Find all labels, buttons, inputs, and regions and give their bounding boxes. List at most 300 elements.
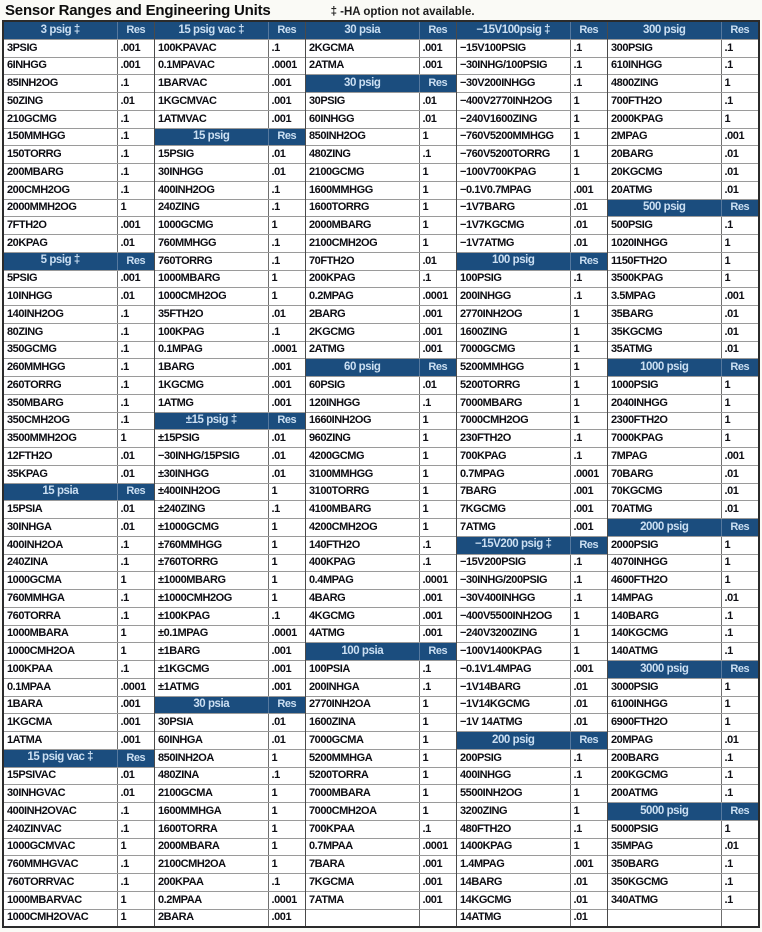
res-cell [721, 910, 759, 927]
res-cell: 1 [721, 111, 759, 128]
table-row [4, 324, 154, 342]
res-cell: .001 [117, 217, 155, 234]
range-cell: 240ZING [158, 201, 200, 214]
table-row [608, 342, 758, 360]
range-cell: 700KPAA [309, 822, 355, 835]
range-cell: 2000MBARA [158, 840, 220, 853]
range-cell: 7000GCMG [460, 343, 516, 356]
range-cell: ±760MMHGG [158, 538, 222, 551]
range-cell: 6100INHGG [611, 698, 668, 711]
range-cell: 2BARA [158, 911, 194, 924]
table-row [457, 484, 607, 502]
range-cell: −760V5200TORRG [460, 148, 550, 161]
range-cell: 2ATMA [309, 59, 344, 72]
table-row [457, 768, 607, 786]
table-row [306, 750, 456, 768]
res-cell: .1 [721, 608, 759, 625]
section-header-label: 15 psig vac ‡ [27, 751, 94, 764]
table-row [4, 271, 154, 289]
section-header-label: 300 psig [643, 23, 686, 36]
section-header-label: 15 psig vac ‡ [178, 23, 245, 36]
section-header-label: 1000 psig [640, 360, 689, 373]
range-cell: 1KGCMG [158, 378, 204, 391]
res-cell: .001 [570, 501, 608, 518]
range-cell: 80ZING [7, 325, 43, 338]
range-cell: 3.5MPAG [611, 290, 656, 303]
res-cell: .1 [570, 430, 608, 447]
table-row [608, 856, 758, 874]
table-row [608, 697, 758, 715]
range-cell: 5500INH2OG [460, 787, 523, 800]
res-cell: 1 [117, 910, 155, 927]
range-cell: 1ATMG [158, 396, 194, 409]
range-cell: −30V200INHGG [460, 77, 536, 90]
table-row [155, 785, 305, 803]
table-row [155, 395, 305, 413]
table-row [608, 714, 758, 732]
range-cell: 760TORRVAC [7, 875, 75, 888]
range-cell: ±400INH2OG [158, 485, 221, 498]
range-cell: 140FTH2O [309, 538, 360, 551]
table-row [4, 572, 154, 590]
table-row [4, 146, 154, 164]
table-row [306, 253, 456, 271]
column-group-2 [155, 22, 306, 926]
res-cell: 1 [117, 572, 155, 589]
range-cell: 760TORRG [158, 254, 213, 267]
table-row [155, 430, 305, 448]
range-cell: 30PSIA [158, 716, 194, 729]
table-row [155, 892, 305, 910]
sensor-table [2, 20, 760, 928]
range-cell: 2BARG [309, 307, 346, 320]
res-cell: 1 [117, 626, 155, 643]
table-row [457, 608, 607, 626]
range-cell: 1BARVAC [158, 77, 208, 90]
res-cell: .1 [268, 235, 306, 252]
range-cell: 100PSIA [309, 662, 350, 675]
range-cell: 2100CMH2OG [309, 236, 378, 249]
res-header-label: Res [570, 537, 608, 554]
column-group-1 [4, 22, 155, 926]
range-cell: ±240ZING [158, 503, 206, 516]
res-cell: .0001 [268, 342, 306, 359]
section-header-label: 100 psig [492, 254, 535, 267]
range-cell: −1V14BARG [460, 680, 521, 693]
res-cell: .001 [419, 58, 457, 75]
res-cell: 1 [419, 466, 457, 483]
table-row [608, 643, 758, 661]
table-row [608, 395, 758, 413]
section-header-row [4, 22, 154, 40]
res-cell: .01 [117, 448, 155, 465]
table-row [155, 200, 305, 218]
range-cell: −1V7BARG [460, 201, 515, 214]
range-cell: 50ZING [7, 94, 43, 107]
range-cell: 0.2MPAG [309, 290, 354, 303]
table-row [306, 626, 456, 644]
range-cell: 1KGCMVAC [158, 94, 217, 107]
range-cell: 340ATMG [611, 893, 658, 906]
table-row [608, 785, 758, 803]
res-cell: .1 [117, 395, 155, 412]
table-row [457, 590, 607, 608]
table-row [155, 93, 305, 111]
res-cell: .01 [570, 910, 608, 927]
range-cell: 400KPAG [309, 556, 356, 569]
res-cell: .01 [117, 785, 155, 802]
res-cell: .1 [721, 93, 759, 110]
res-cell: .1 [117, 590, 155, 607]
res-cell: .0001 [117, 679, 155, 696]
res-cell: .1 [268, 40, 306, 57]
res-header-label: Res [419, 643, 457, 660]
range-cell: 200KPAG [309, 272, 356, 285]
table-row [155, 253, 305, 271]
range-cell: 260MMHGG [7, 361, 66, 374]
res-cell: .1 [721, 217, 759, 234]
res-cell: .001 [419, 40, 457, 57]
range-cell: −0.1V0.7MPAG [460, 183, 532, 196]
section-header-row [155, 413, 305, 431]
res-cell: 1 [268, 839, 306, 856]
table-row [4, 217, 154, 235]
res-cell: 1 [570, 626, 608, 643]
res-cell: .001 [117, 714, 155, 731]
range-cell: ±1000CMH2OG [158, 591, 232, 604]
res-cell: .1 [268, 324, 306, 341]
res-header-label: Res [419, 75, 457, 92]
table-row [155, 626, 305, 644]
table-row [4, 395, 154, 413]
table-row [155, 910, 305, 927]
table-row [457, 892, 607, 910]
res-cell: 1 [268, 750, 306, 767]
section-header-row [306, 75, 456, 93]
res-cell: .1 [268, 200, 306, 217]
table-row [457, 413, 607, 431]
res-cell: 1 [570, 164, 608, 181]
res-cell: 1 [721, 697, 759, 714]
res-cell: .01 [419, 111, 457, 128]
table-row [4, 200, 154, 218]
table-row [4, 697, 154, 715]
res-header-label: Res [268, 697, 306, 714]
res-cell: .1 [117, 146, 155, 163]
table-row [4, 182, 154, 200]
table-row [155, 732, 305, 750]
range-cell: 1660INH2OG [309, 414, 372, 427]
range-cell: 3200ZING [460, 804, 508, 817]
table-row [306, 856, 456, 874]
res-cell: .001 [117, 271, 155, 288]
table-row [4, 608, 154, 626]
range-cell: 70KGCMG [611, 485, 663, 498]
table-row [155, 359, 305, 377]
res-cell: 1 [570, 608, 608, 625]
range-cell: 2100GCMA [158, 787, 213, 800]
res-cell: .01 [268, 466, 306, 483]
res-cell: .01 [268, 732, 306, 749]
table-row [608, 679, 758, 697]
res-cell: .001 [268, 111, 306, 128]
range-cell: ±1BARG [158, 645, 200, 658]
res-header-label: Res [721, 22, 759, 39]
section-header-label: 5 psig ‡ [40, 254, 80, 267]
table-row [155, 217, 305, 235]
range-cell: 60INHGG [309, 112, 355, 125]
range-cell: 200KPAA [158, 875, 204, 888]
table-row [608, 235, 758, 253]
res-cell: .0001 [419, 572, 457, 589]
section-header-row [608, 519, 758, 537]
table-row [155, 750, 305, 768]
column-group-5 [608, 22, 758, 926]
column-group-3 [306, 22, 457, 926]
res-cell: .01 [721, 146, 759, 163]
table-row [4, 448, 154, 466]
range-cell: 0.2MPAA [158, 893, 202, 906]
res-cell: .001 [721, 129, 759, 146]
range-cell: 20KPAG [7, 236, 48, 249]
range-cell: 0.1MPAVAC [158, 59, 215, 72]
range-cell: 350CMH2OG [7, 414, 70, 427]
table-row [306, 572, 456, 590]
range-cell: 400INH2OVAC [7, 804, 77, 817]
res-cell: .01 [721, 484, 759, 501]
table-row [608, 129, 758, 147]
table-row [457, 430, 607, 448]
res-cell: .1 [268, 253, 306, 270]
table-row [4, 679, 154, 697]
res-cell: .001 [419, 342, 457, 359]
range-cell: 100KPAA [7, 662, 53, 675]
res-cell: 1 [117, 839, 155, 856]
table-row [457, 750, 607, 768]
table-row [4, 359, 154, 377]
table-row [4, 288, 154, 306]
table-row [306, 448, 456, 466]
range-cell: 4ATMG [309, 627, 345, 640]
range-cell: −15V200PSIG [460, 556, 526, 569]
range-cell [608, 910, 721, 927]
range-cell: 1000GCMG [158, 219, 214, 232]
table-row [155, 501, 305, 519]
section-header-label: 30 psia [344, 23, 381, 36]
range-cell: 30INHGA [7, 520, 52, 533]
res-cell: .1 [570, 271, 608, 288]
table-row [306, 803, 456, 821]
res-cell: 1 [570, 803, 608, 820]
range-cell: 1600ZINA [309, 716, 356, 729]
range-cell: 0.4MPAG [309, 574, 354, 587]
table-row [457, 164, 607, 182]
res-cell: .1 [721, 643, 759, 660]
range-cell: ±0.1MPAG [158, 627, 208, 640]
range-cell: 200INHGA [309, 680, 360, 693]
range-cell: 200PSIG [460, 751, 502, 764]
range-cell: 300PSIG [611, 41, 653, 54]
table-row [306, 697, 456, 715]
range-cell: 0.1MPAG [158, 343, 203, 356]
table-row [306, 874, 456, 892]
res-cell: 1 [721, 75, 759, 92]
range-cell: 1400KPAG [460, 840, 512, 853]
res-cell: 1 [570, 377, 608, 394]
table-row [306, 324, 456, 342]
table-row [306, 395, 456, 413]
table-row [608, 40, 758, 58]
table-row [4, 626, 154, 644]
res-cell: 1 [721, 235, 759, 252]
res-cell: .1 [117, 555, 155, 572]
res-cell: .001 [268, 359, 306, 376]
table-row [4, 306, 154, 324]
res-cell: 1 [721, 555, 759, 572]
res-cell: .1 [117, 803, 155, 820]
table-row [608, 572, 758, 590]
table-row [457, 714, 607, 732]
table-row [155, 164, 305, 182]
column-group-4 [457, 22, 608, 926]
range-cell: 20MPAG [611, 733, 653, 746]
range-cell: −30V400INHGG [460, 591, 536, 604]
res-cell: .1 [117, 874, 155, 891]
range-cell: 7FTH2O [7, 219, 47, 232]
range-cell: 2000MMH2OG [7, 201, 77, 214]
table-row [306, 821, 456, 839]
range-cell: 1600TORRG [309, 201, 369, 214]
res-cell: .0001 [419, 288, 457, 305]
table-row [608, 537, 758, 555]
table-row [4, 501, 154, 519]
section-header-label: 60 psig [344, 360, 381, 373]
table-row [608, 324, 758, 342]
range-cell: 7000GCMA [309, 733, 364, 746]
range-cell: 2ATMG [309, 343, 345, 356]
range-cell: 60PSIG [309, 378, 345, 391]
res-cell: .01 [419, 93, 457, 110]
res-cell: 1 [268, 537, 306, 554]
table-row [608, 874, 758, 892]
range-cell: 70FTH2O [309, 254, 355, 267]
table-row [4, 377, 154, 395]
res-cell: 1 [721, 679, 759, 696]
section-header-label: 30 psia [193, 698, 230, 711]
table-row [306, 590, 456, 608]
res-cell: .001 [570, 856, 608, 873]
res-cell: .001 [268, 643, 306, 660]
res-header-label: Res [570, 22, 608, 39]
res-cell: .01 [268, 146, 306, 163]
table-row [457, 679, 607, 697]
range-cell: 200MBARG [7, 165, 64, 178]
table-row [608, 892, 758, 910]
res-cell: 1 [419, 519, 457, 536]
res-cell: 1 [268, 484, 306, 501]
res-cell: .001 [268, 93, 306, 110]
res-header-label: Res [268, 413, 306, 430]
range-cell: 5200MMHGA [309, 751, 373, 764]
res-header-label: Res [117, 22, 155, 39]
res-header-label: Res [721, 661, 759, 678]
res-cell: .01 [721, 839, 759, 856]
res-cell: .001 [117, 58, 155, 75]
res-cell: 1 [721, 271, 759, 288]
table-row [155, 661, 305, 679]
range-cell: 480ZING [309, 148, 351, 161]
table-row [306, 271, 456, 289]
table-row [457, 271, 607, 289]
res-cell: .1 [117, 342, 155, 359]
res-cell: .1 [721, 785, 759, 802]
table-row [457, 910, 607, 927]
table-row [4, 129, 154, 147]
range-cell: 1BARA [7, 698, 43, 711]
range-cell: 35ATMG [611, 343, 653, 356]
res-cell: .01 [721, 732, 759, 749]
res-cell: 1 [419, 714, 457, 731]
res-cell: 1 [268, 271, 306, 288]
res-cell: 1 [419, 484, 457, 501]
range-cell: 100PSIG [460, 272, 502, 285]
range-cell: 3100MMHGG [309, 467, 373, 480]
range-cell: 1000CMH2OG [158, 290, 227, 303]
table-row [608, 288, 758, 306]
empty-row [306, 910, 456, 927]
table-row [608, 146, 758, 164]
range-cell [306, 910, 419, 927]
res-cell: .01 [419, 253, 457, 270]
range-cell: 0.7MPAG [460, 467, 505, 480]
range-cell: 700KPAG [460, 449, 507, 462]
res-cell: 1 [268, 785, 306, 802]
res-cell: 1 [570, 324, 608, 341]
table-row [4, 40, 154, 58]
res-cell: .1 [570, 75, 608, 92]
table-row [306, 182, 456, 200]
table-row [306, 430, 456, 448]
res-cell: .01 [570, 217, 608, 234]
table-row [306, 732, 456, 750]
res-cell: 1 [419, 182, 457, 199]
range-cell: 1000GCMA [7, 574, 62, 587]
res-cell: 1 [721, 253, 759, 270]
table-row [306, 768, 456, 786]
range-cell: 5200TORRA [309, 769, 369, 782]
res-cell: .01 [570, 714, 608, 731]
range-cell: 14MPAG [611, 591, 653, 604]
table-row [155, 40, 305, 58]
res-cell: 1 [419, 164, 457, 181]
range-cell: −1V7ATMG [460, 236, 514, 249]
section-header-row [306, 22, 456, 40]
table-row [608, 430, 758, 448]
table-row [306, 892, 456, 910]
range-cell: 4800ZING [611, 77, 659, 90]
res-cell: 1 [268, 856, 306, 873]
res-cell: .01 [268, 306, 306, 323]
res-cell: 1 [419, 697, 457, 714]
res-cell: .01 [117, 288, 155, 305]
section-header-row [457, 22, 607, 40]
range-cell: 480FTH2O [460, 822, 511, 835]
range-cell: 760MMHGG [158, 236, 217, 249]
res-cell: 1 [419, 129, 457, 146]
range-cell: 4KGCMG [309, 609, 355, 622]
table-row [155, 679, 305, 697]
res-cell: .1 [117, 324, 155, 341]
